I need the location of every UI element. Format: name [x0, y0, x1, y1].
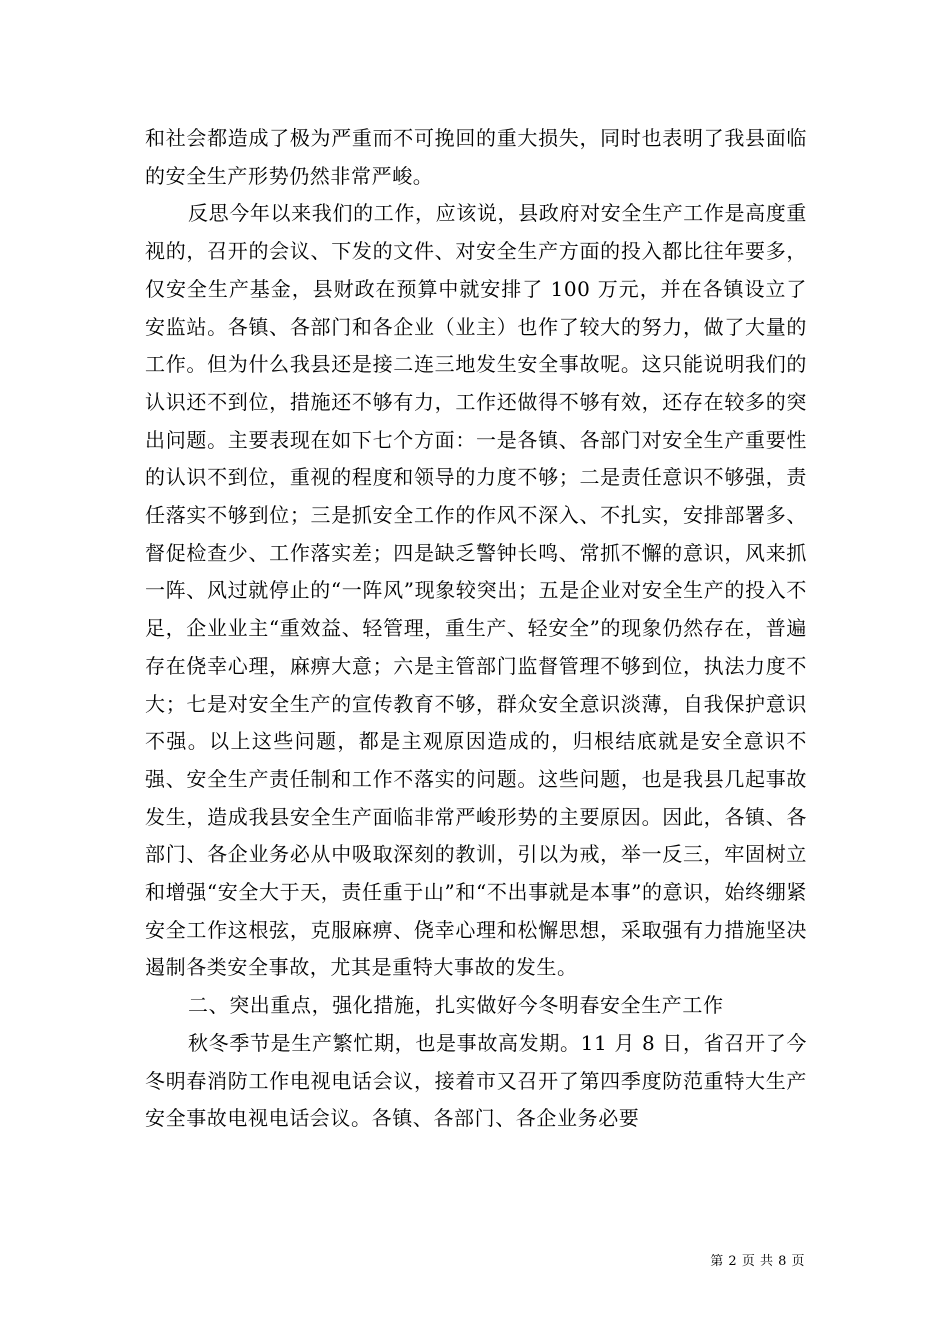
paragraph-reflection: 反思今年以来我们的工作，应该说，县政府对安全生产工作是高度重视的，召开的会议、下发的文件、对安全生产方面的投入都比往年要多，仅安全生产基金，县财政在预算中就安排了 100 万元，并在各镇设立了安监站。各镇、各部门和各企业（业主）也作了较大的努力，做了大量的工作。但为什么我县还是接二连三地发生安全事故呢。这只能说明我们的认识还不到位，措施还不够有力，工作还做得不够有效，还存在较多的突出问题。主要表现在如下七个方面：一是各镇、各部门对安全生产重要性的认识不到位，重视的程度和领导的力度不够；二是责任意识不够强，责任落实不够到位；三是抓安全工作的作风不深入、不扎实，安排部署多、督促检查少、工作落实差；四是缺乏警钟长鸣、常抓不懈的意识，风来抓一阵、风过就停止的“一阵风”现象较突出；五是企业对安全生产的投入不足，企业业主“重效益、轻管理，重生产、轻安全”的现象仍然存在，普遍存在侥幸心理，麻痹大意；六是主管部门监督管理不够到位，执法力度不大；七是对安全生产的宣传教育不够，群众安全意识淡薄，自我保护意识不强。以上这些问题，都是主观原因造成的，归根结底就是安全意识不强、安全生产责任制和工作不落实的问题。这些问题，也是我县几起事故发生，造成我县安全生产面临非常严峻形势的主要原因。因此，各镇、各部门、各企业务必从中吸取深刻的教训，引以为戒，举一反三，牢固树立和增强“安全大于天，责任重于山”和“不出事就是本事”的意识，始终绷紧安全工作这根弦，克服麻痹、侥幸心理和松懈思想，采取强有力措施坚决遏制各类安全事故，尤其是重特大事故的发生。: [145, 201, 807, 980]
page-number: 第 2 页 共 8 页: [710, 1254, 805, 1269]
paragraph-continuation: 和社会都造成了极为严重而不可挽回的重大损失，同时也表明了我县面临的安全生产形势仍然非常严峻。: [145, 126, 807, 188]
section-heading: 二、突出重点，强化措施，扎实做好今冬明春安全生产工作: [188, 993, 724, 1018]
paragraph-autumn-winter: 秋冬季节是生产繁忙期，也是事故高发期。11 月 8 日，省召开了今冬明春消防工作电视电话会议，接着市又召开了第四季度防范重特大生产安全事故电视电话会议。各镇、各部门、各企业务必要: [145, 1030, 807, 1131]
body-text: [145, 120, 807, 1138]
